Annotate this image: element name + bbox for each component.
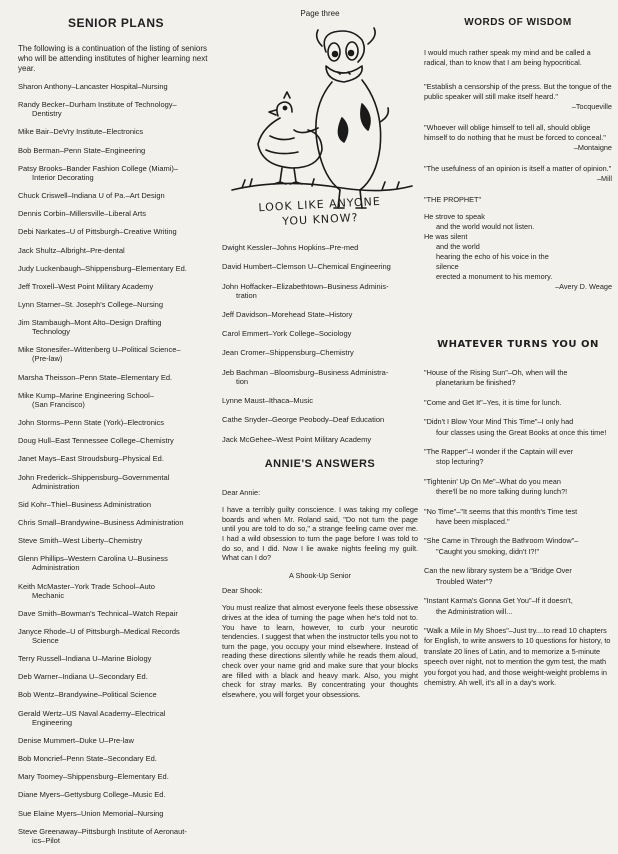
entry-line-1: "Instant Karma's Gonna Get You"–If it doesn't, xyxy=(424,596,573,606)
caption-line-2: YOU KNOW? xyxy=(282,211,359,228)
senior-plan-entry xyxy=(222,282,418,300)
senior-plan-entry xyxy=(222,262,418,271)
entry-line-2: planetarium be finished? xyxy=(436,378,516,388)
senior-plan-entry xyxy=(18,82,214,91)
senior-plan-entry xyxy=(18,318,214,336)
song-item xyxy=(424,536,612,557)
entry-line-1: Jack McGehee–West Point Military Academy xyxy=(222,434,372,444)
entry-line-1: Dennis Corbin–Millersville–Liberal Arts xyxy=(18,209,146,219)
entry-line-2: (Pre-law) xyxy=(32,354,63,364)
senior-plans-continued-list xyxy=(222,243,418,444)
senior-plan-entry xyxy=(18,454,214,463)
entry-line-1: Sid Kohr–Thiel–Business Administration xyxy=(18,499,151,509)
right-column xyxy=(424,0,612,697)
cartoon-illustration xyxy=(222,18,418,243)
entry-line-1: "Walk a Mile in My Shoes"–Just try....to read 10 chapters for English, to write answers to 10 questions for history, to translate 20 lines of Latin, and to memorize a 5-minute speech over night, not to mention the gym test, the math you forgot you had, and those weight-weight problems in chemistry. Ah well, it's all in a day's work. xyxy=(424,625,611,687)
entry-line-1: "Come and Get It"–Yes, it is time for lunch. xyxy=(424,397,562,407)
senior-plan-entry xyxy=(18,473,214,491)
words-of-wisdom-title: WORDS OF WISDOM xyxy=(464,17,572,28)
quote-text: "Whoever will oblige himself to tell all, should oblige himself to do nothing that he must be forced to conceal." xyxy=(424,123,606,142)
senior-plan-entry xyxy=(18,609,214,618)
quote-text: I would much rather speak my mind and be called a radical, than to know that I am being hypocritical. xyxy=(424,48,591,67)
senior-plan-entry xyxy=(18,391,214,409)
salutation-annie: Dear Annie: xyxy=(222,487,261,497)
entry-line-2: Mechanic xyxy=(32,590,65,600)
senior-plan-entry xyxy=(18,754,214,763)
senior-plan-entry xyxy=(18,209,214,218)
entry-line-1: "The Rapper"–I wonder if the Captain will ever xyxy=(424,447,574,457)
entry-line-1: Jim Stambaugh–Mont Alto–Design Drafting xyxy=(18,318,162,328)
senior-plan-entry xyxy=(18,345,214,363)
entry-line-1: John Frederick–Shippensburg–Governmental xyxy=(18,472,170,482)
senior-plan-entry xyxy=(222,415,418,424)
senior-plan-entry xyxy=(222,243,418,252)
song-item xyxy=(424,626,612,688)
entry-line-1: Diane Myers–Gettysburg College–Music Ed. xyxy=(18,790,166,800)
entry-line-1: "House of the Rising Sun"–Oh, when will the xyxy=(424,368,568,377)
quote-text: "Establish a censorship of the press. But the tongue of the public speaker will still make itself heard." xyxy=(424,82,612,101)
senior-plan-entry xyxy=(222,396,418,405)
whatever-turns-you-on-title: WHATEVER TURNS YOU ON xyxy=(437,339,599,350)
reply-text: You must realize that almost everyone feels these obsessive drives at the idea of turning the page when he's told not to. You have to learn, however, to curb your neurotic tendencies. I suggest that when the instructor tells you not to turn the page, you occupy your mind elsewhere. Instead of reading these directions silently while he reads them aloud, check over your name grid and make sure that your blocks are filled with a black and heavy mark. Also, you might check for stray marks. By concentrating your thoughts elsewhere, you will forget your obsessions. xyxy=(222,603,418,699)
quote-author: –Tocqueville xyxy=(571,102,612,111)
entry-line-2: Engineering xyxy=(32,717,73,727)
poem-line: and the world xyxy=(436,242,480,251)
entry-line-1: Bob Berman–Penn State–Engineering xyxy=(18,145,146,155)
entry-line-2: "Caught you smoking, didn't I?!" xyxy=(436,546,540,556)
senior-plan-entry xyxy=(18,418,214,427)
senior-plans-title: SENIOR PLANS xyxy=(67,16,164,30)
senior-plan-entry xyxy=(18,654,214,663)
poem-line: He strove to speak xyxy=(424,212,485,221)
senior-plan-entry xyxy=(18,582,214,600)
entry-line-1: Chris Small–Brandywine–Business Administration xyxy=(18,517,184,527)
entry-line-2: (San Francisco) xyxy=(32,399,85,409)
quote-author: –Mill xyxy=(597,174,612,183)
poem-line: silence xyxy=(436,262,459,271)
senior-plan-entry xyxy=(18,246,214,255)
entry-line-1: Bob Wentz–Brandywine–Political Science xyxy=(18,690,157,700)
entry-line-1: Janet Mays–East Stroudsburg–Physical Ed. xyxy=(18,454,164,464)
entry-line-1: Steve Smith–West Liberty–Chemistry xyxy=(18,536,143,546)
senior-plan-entry xyxy=(18,709,214,727)
letter-signature: A Shook-Up Senior xyxy=(288,570,352,580)
entry-line-1: "Didn't I Blow Your Mind This Time"–I only had xyxy=(424,417,574,427)
entry-line-2: tration xyxy=(236,290,257,300)
entry-line-1: Chuck Criswell–Indiana U of Pa.–Art Design xyxy=(18,190,165,200)
entry-line-1: Terry Russell–Indiana U–Marine Biology xyxy=(18,654,152,664)
song-item xyxy=(424,447,612,468)
entry-line-1: Debi Narkates–U of Pittsburgh–Creative Writing xyxy=(18,227,177,237)
entry-line-1: Can the new library system be a "Bridge Over xyxy=(424,566,572,576)
entry-line-1: Deb Warner–Indiana U–Secondary Ed. xyxy=(18,672,148,682)
entry-line-1: Lynne Maust–Ithaca–Music xyxy=(222,396,314,406)
senior-plan-entry xyxy=(18,518,214,527)
entry-line-1: "Tightenin' Up On Me"–What do you mean xyxy=(424,476,561,486)
entry-line-2: there'll be no more talking during lunch?! xyxy=(436,487,568,497)
senior-plan-entry xyxy=(18,100,214,118)
senior-plan-entry xyxy=(222,310,418,319)
senior-plan-entry xyxy=(18,690,214,699)
entry-line-2: ics–Pilot xyxy=(32,835,60,845)
entry-line-2: Science xyxy=(32,635,59,645)
entry-line-2: Troubled Water"? xyxy=(436,576,493,586)
salutation-shook: Dear Shook: xyxy=(222,585,263,595)
entry-line-1: Keith McMaster–York Trade School–Auto xyxy=(18,581,155,591)
middle-column xyxy=(222,0,418,707)
quote-text: "The usefulness of an opinion is itself a matter of opinion." xyxy=(424,164,612,173)
senior-plan-entry xyxy=(18,772,214,781)
entry-line-1: Gerald Wertz–US Naval Academy–Electrical xyxy=(18,708,166,718)
entry-line-1: Randy Becker–Durham Institute of Technology– xyxy=(18,100,177,110)
senior-plan-entry xyxy=(18,809,214,818)
entry-line-2: four classes using the Great Books at once this time! xyxy=(436,427,607,437)
song-item xyxy=(424,596,612,617)
entry-line-1: Janyce Rhode–U of Pittsburgh–Medical Records xyxy=(18,626,180,636)
page-number: Page three xyxy=(300,9,340,18)
entry-line-1: Marsha Theisson–Penn State–Elementary Ed. xyxy=(18,372,173,382)
senior-plan-entry xyxy=(18,627,214,645)
entry-line-2: Administration xyxy=(32,481,80,491)
song-item xyxy=(424,398,612,408)
songs-list xyxy=(424,368,612,688)
entry-line-1: Patsy Brooks–Bander Fashion College (Miami)– xyxy=(18,163,179,173)
entry-line-2: Dentistry xyxy=(32,109,62,119)
annies-answers-title: ANNIE'S ANSWERS xyxy=(264,457,376,470)
entry-line-1: Mike Kump–Marine Engineering School– xyxy=(18,390,154,400)
prophet-poem xyxy=(424,212,612,282)
senior-plan-entry xyxy=(222,368,418,386)
senior-plan-entry xyxy=(18,790,214,799)
poem-line: He was silent xyxy=(424,232,468,241)
entry-line-1: Jeff Troxell–West Point Military Academy xyxy=(18,281,154,291)
entry-line-1: Bob Moncrief–Penn State–Secondary Ed. xyxy=(18,754,157,763)
song-item xyxy=(424,507,612,528)
senior-plan-entry xyxy=(222,435,418,444)
entry-line-1: Dwight Kessler–Johns Hopkins–Pre-med xyxy=(222,243,359,252)
entry-line-1: Glenn Phillips–Western Carolina U–Business xyxy=(18,554,168,564)
entry-line-1: Denise Mummert–Duke U–Pre-law xyxy=(18,735,134,745)
song-item xyxy=(424,566,612,587)
entry-line-1: Mary Toomey–Shippensburg–Elementary Ed. xyxy=(18,772,169,782)
entry-line-1: Carol Emmert–York College–Sociology xyxy=(222,329,352,339)
senior-plan-entry xyxy=(18,672,214,681)
senior-plan-entry xyxy=(18,146,214,155)
senior-plan-entry xyxy=(222,329,418,338)
poem-line: hearing the echo of his voice in the xyxy=(436,252,549,261)
entry-line-2: Technology xyxy=(32,327,70,337)
entry-line-2: stop lecturing? xyxy=(436,457,484,467)
quote-author: –Montaigne xyxy=(573,143,612,152)
senior-plan-entry xyxy=(18,264,214,273)
senior-plan-entry xyxy=(18,436,214,445)
entry-line-2: Administration xyxy=(32,563,80,573)
senior-plan-entry xyxy=(18,827,214,845)
entry-line-1: Judy Luckenbaugh–Shippensburg–Elementary Ed. xyxy=(18,263,187,273)
song-item xyxy=(424,368,612,389)
entry-line-1: Jack Shultz–Albright–Pre-dental xyxy=(18,245,125,255)
senior-plans-list xyxy=(18,82,214,845)
senior-plan-entry xyxy=(18,536,214,545)
entry-line-2: the Administration will... xyxy=(436,606,513,616)
entry-line-1: Doug Hull–East Tennessee College–Chemistry xyxy=(18,436,174,446)
entry-line-1: Sue Elaine Myers–Union Memorial–Nursing xyxy=(18,808,164,818)
quote-author xyxy=(424,68,612,70)
prophet-title: "THE PROPHET" xyxy=(424,195,482,204)
entry-line-1: Dave Smith–Bowman's Technical–Watch Repair xyxy=(18,608,178,618)
entry-line-1: "She Came in Through the Bathroom Window"– xyxy=(424,536,579,546)
caption-line-1: LOOK LIKE ANYONE xyxy=(258,194,382,215)
senior-plan-entry xyxy=(18,282,214,291)
entry-line-1: "No Time"–"It seems that this month's Time test xyxy=(424,506,578,516)
letter-text: I have a terribly guilty conscience. I was taking my college boards and when Mr. Roland said, "Do not turn the page until you are told to do so," a strange feeling came over me. I had a wild obsession to turn the page before I was told to do so, and I did. Now I lie awake nights feeling my guilt. What can I do? xyxy=(222,505,418,563)
entry-line-1: Lynn Starner–St. Joseph's College–Nursing xyxy=(18,300,163,310)
entry-line-1: Mike Bair–DeVry Institute–Electronics xyxy=(18,127,144,137)
senior-plan-entry xyxy=(18,500,214,509)
entry-line-1: Jeff Davidson–Morehead State–History xyxy=(222,309,353,319)
senior-plan-entry xyxy=(18,300,214,309)
quotes-list xyxy=(424,48,612,183)
entry-line-1: John Hoffacker–Elizabethtown–Business Adminis- xyxy=(222,281,389,291)
entry-line-1: John Storms–Penn State (York)–Electronics xyxy=(18,418,165,427)
entry-line-2: Interior Decorating xyxy=(32,172,94,182)
senior-plans-column xyxy=(18,0,214,854)
song-item xyxy=(424,417,612,438)
senior-plan-entry xyxy=(18,227,214,236)
poem-author: –Avery D. Weage xyxy=(555,282,612,291)
senior-plan-entry xyxy=(18,127,214,136)
poem-line: and the world would not listen. xyxy=(436,222,535,231)
senior-plan-entry xyxy=(18,191,214,200)
entry-line-1: Sharon Anthony–Lancaster Hospital–Nursing xyxy=(18,82,168,91)
entry-line-1: Steve Greenaway–Pittsburgh Institute of Aeronaut- xyxy=(18,826,187,836)
entry-line-1: Jeb Bachman –Bloomsburg–Business Administra- xyxy=(222,367,389,377)
senior-plan-entry xyxy=(18,554,214,572)
entry-line-1: David Humbert–Clemson U–Chemical Engineering xyxy=(222,262,391,272)
senior-plan-entry xyxy=(222,348,418,357)
entry-line-1: Jean Cromer–Shippensburg–Chemistry xyxy=(222,348,354,358)
senior-plan-entry xyxy=(18,373,214,382)
entry-line-2: have been misplaced." xyxy=(436,517,510,527)
song-item xyxy=(424,477,612,498)
senior-plan-entry xyxy=(18,164,214,182)
entry-line-1: Mike Stonesifer–Wittenberg U–Political Science– xyxy=(18,345,181,355)
poem-line: erected a monument to his memory. xyxy=(436,272,553,281)
senior-plan-entry xyxy=(18,736,214,745)
entry-line-1: Cathe Snyder–George Peobody–Deaf Education xyxy=(222,415,385,425)
entry-line-2: tion xyxy=(236,376,249,386)
senior-plans-intro: The following is a continuation of the listing of seniors who will be attending institutes of higher learning next year. xyxy=(18,44,208,73)
